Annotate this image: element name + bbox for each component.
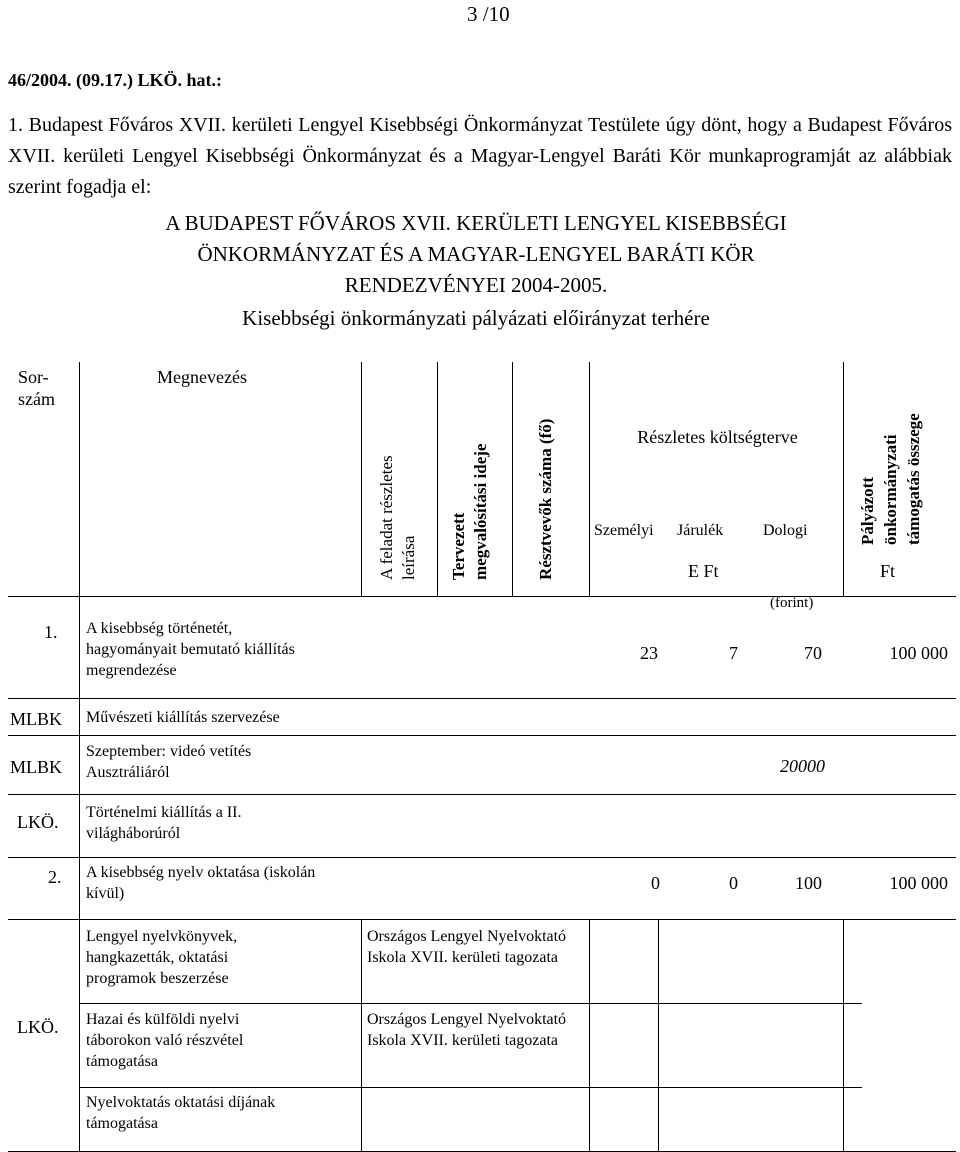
row-name: A kisebbség nyelv oktatása (iskolán kívül): [86, 864, 316, 902]
row-number: 1.: [44, 622, 58, 642]
program-subheading: Kisebbségi önkormányzati pályázati előirányzat terhére: [242, 306, 710, 330]
table-divider: [437, 362, 438, 596]
value-osszeg: 100 000: [889, 643, 948, 663]
header-ft: Ft: [880, 561, 896, 581]
value-dologi: 20000: [780, 756, 825, 776]
heading-line: ÖNKORMÁNYZAT ÉS A MAGYAR-LENGYEL BARÁTI KÖR: [197, 242, 755, 266]
table-rule: [8, 794, 956, 795]
header-szemelyi: Személyi: [594, 522, 654, 539]
header-resztvevok: Résztvevők száma (fő): [536, 418, 555, 580]
page-number: 3 /10: [467, 2, 510, 26]
table-rule: [8, 698, 956, 699]
row-name: Művészeti kiállítás szervezése: [86, 709, 280, 726]
header-feladat: A feladat részletes leírása: [377, 455, 418, 580]
table-rule: [8, 919, 956, 920]
header-koltsegterv: Részletes költségterve: [637, 427, 798, 447]
table-divider: [79, 596, 80, 698]
table-divider: [79, 698, 80, 857]
program-heading: [60, 208, 892, 301]
row-description: Országos Lengyel Nyelvoktató Iskola XVII. kerületi tagozata: [367, 928, 567, 966]
table-divider: [589, 362, 590, 596]
row-description: Országos Lengyel Nyelvoktató Iskola XVII. kerületi tagozata: [367, 1011, 567, 1049]
table-divider: [79, 362, 80, 596]
row-code: LKÖ.: [17, 1017, 59, 1037]
table-divider: [79, 919, 80, 1152]
header-jarulek: Járulék: [677, 522, 724, 539]
row-code: MLBK: [10, 709, 63, 729]
table-rule: [8, 596, 956, 597]
row-number: 2.: [48, 867, 62, 887]
header-megvalositasi-ido: Tervezett megvalósítási ideje: [449, 443, 490, 580]
row-code: LKÖ.: [17, 812, 59, 832]
row-code: MLBK: [10, 757, 63, 777]
header-palyazott-osszeg: Pályázott önkormányzati támogatás összege: [858, 413, 923, 545]
table-divider: [79, 857, 80, 919]
value-jarulek: 7: [729, 643, 738, 663]
value-dologi: 100: [795, 873, 822, 893]
value-jarulek: 0: [729, 873, 738, 893]
row-name: Szeptember: videó vetítés Ausztráliáról: [86, 743, 252, 781]
heading-line: RENDEZVÉNYEI 2004-2005.: [344, 273, 608, 297]
header-forint: (forint): [770, 595, 814, 611]
heading-line: A BUDAPEST FŐVÁROS XVII. KERÜLETI LENGYEL KISEBBSÉGI: [165, 211, 787, 235]
table-divider: [843, 362, 844, 596]
table-rule: [79, 1087, 862, 1088]
table-rule: [79, 1003, 862, 1004]
table-divider: [361, 919, 362, 1152]
row-name: Lengyel nyelvkönyvek, hangkazetták, oktatási programok beszerzése: [86, 928, 238, 987]
table-rule: [8, 857, 956, 858]
table-divider: [361, 362, 362, 596]
table-divider: [843, 919, 844, 1152]
row-name: Hazai és külföldi nyelvi táborokon való részvétel támogatása: [86, 1011, 244, 1070]
value-dologi: 70: [804, 643, 822, 663]
value-osszeg: 100 000: [889, 873, 948, 893]
value-szemelyi: 0: [651, 873, 660, 893]
table-divider: [512, 362, 513, 596]
row-name: Nyelvoktatás oktatási díjának támogatása: [86, 1094, 276, 1132]
decision-reference: 46/2004. (09.17.) LKÖ. hat.:: [8, 70, 222, 90]
table-divider: [658, 919, 659, 1152]
header-dologi: Dologi: [763, 522, 808, 539]
table-rule: [8, 735, 956, 736]
row-name: A kisebbség történetét, hagyományait bemutató kiállítás megrendezése: [86, 620, 295, 679]
header-sorszam: Sor- szám: [18, 367, 55, 409]
table-divider: [589, 919, 590, 1152]
header-eft: E Ft: [688, 561, 719, 581]
value-szemelyi: 23: [640, 643, 658, 663]
header-megnevezes: Megnevezés: [157, 367, 247, 387]
resolution-paragraph: 1. Budapest Főváros XVII. kerületi Lengyel Kisebbségi Önkormányzat Testülete úgy dönt, hogy a Budapest Főváros XVII. kerületi Lengyel Kisebbségi Önkormányzat és a Magyar-Lengyel Baráti Kör munkaprogramját az alábbiak szerint fogadja el:: [8, 114, 952, 198]
row-name: Történelmi kiállítás a II. világháborúról: [86, 804, 242, 842]
